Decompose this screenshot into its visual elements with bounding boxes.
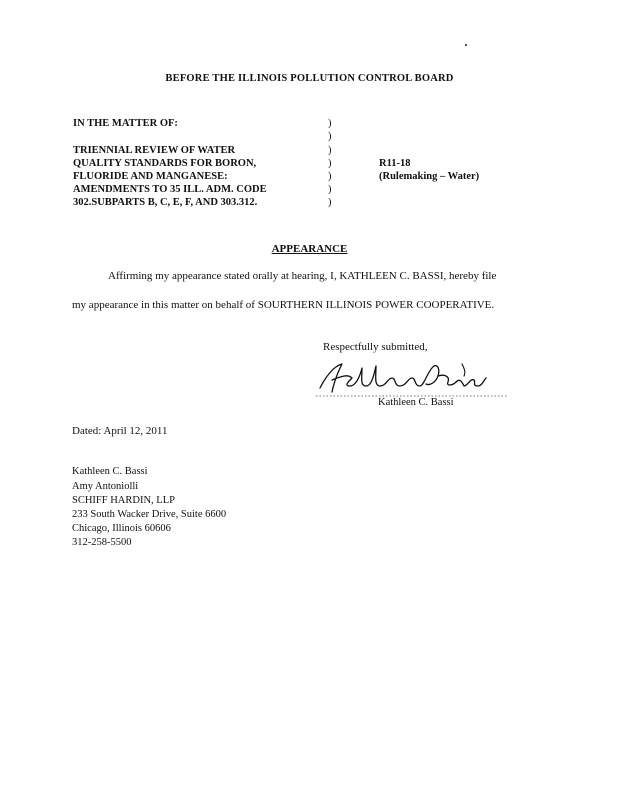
caption-line-3: FLUORIDE AND MANGANESE: [73, 171, 228, 182]
signer-name: Kathleen C. Bassi [378, 397, 454, 408]
caption-paren: ) [328, 145, 332, 156]
caption-paren: ) [328, 118, 332, 129]
caption-paren: ) [328, 197, 332, 208]
address-line: 233 South Wacker Drive, Suite 6600 [72, 509, 227, 520]
signature-image [312, 358, 512, 402]
caption-paren: ) [328, 158, 332, 169]
address-line: Chicago, Illinois 60606 [72, 523, 171, 534]
address-line: Amy Antoniolli [72, 481, 139, 492]
closing-text: Respectfully submitted, [323, 341, 428, 353]
address-line: 312-258-5500 [72, 537, 132, 548]
date-line: Dated: April 12, 2011 [72, 425, 168, 437]
appearance-heading: APPEARANCE [271, 243, 348, 255]
corner-mark [465, 44, 467, 46]
in-the-matter-label: IN THE MATTER OF: [73, 118, 178, 129]
caption-line-1: TRIENNIAL REVIEW OF WATER [73, 145, 236, 156]
caption-line-5: 302.SUBPARTS B, C, E, F, AND 303.312. [73, 197, 258, 208]
caption-line-4: AMENDMENTS TO 35 ILL. ADM. CODE [73, 184, 267, 195]
caption-paren: ) [328, 171, 332, 182]
body-line-2: my appearance in this matter on behalf of SOURTHERN ILLINOIS POWER COOPERATIVE. [72, 299, 495, 311]
docket-type: (Rulemaking – Water) [379, 171, 480, 182]
body-line-1: Affirming my appearance stated orally at hearing, I, KATHLEEN C. BASSI, hereby file [108, 270, 497, 282]
address-line: Kathleen C. Bassi [72, 466, 148, 477]
docket-number: R11-18 [379, 158, 411, 169]
caption-paren: ) [328, 131, 332, 142]
address-line: SCHIFF HARDIN, LLP [72, 495, 175, 506]
board-title: BEFORE THE ILLINOIS POLLUTION CONTROL BOARD [165, 73, 454, 84]
caption-paren: ) [328, 184, 332, 195]
caption-line-2: QUALITY STANDARDS FOR BORON, [73, 158, 257, 169]
